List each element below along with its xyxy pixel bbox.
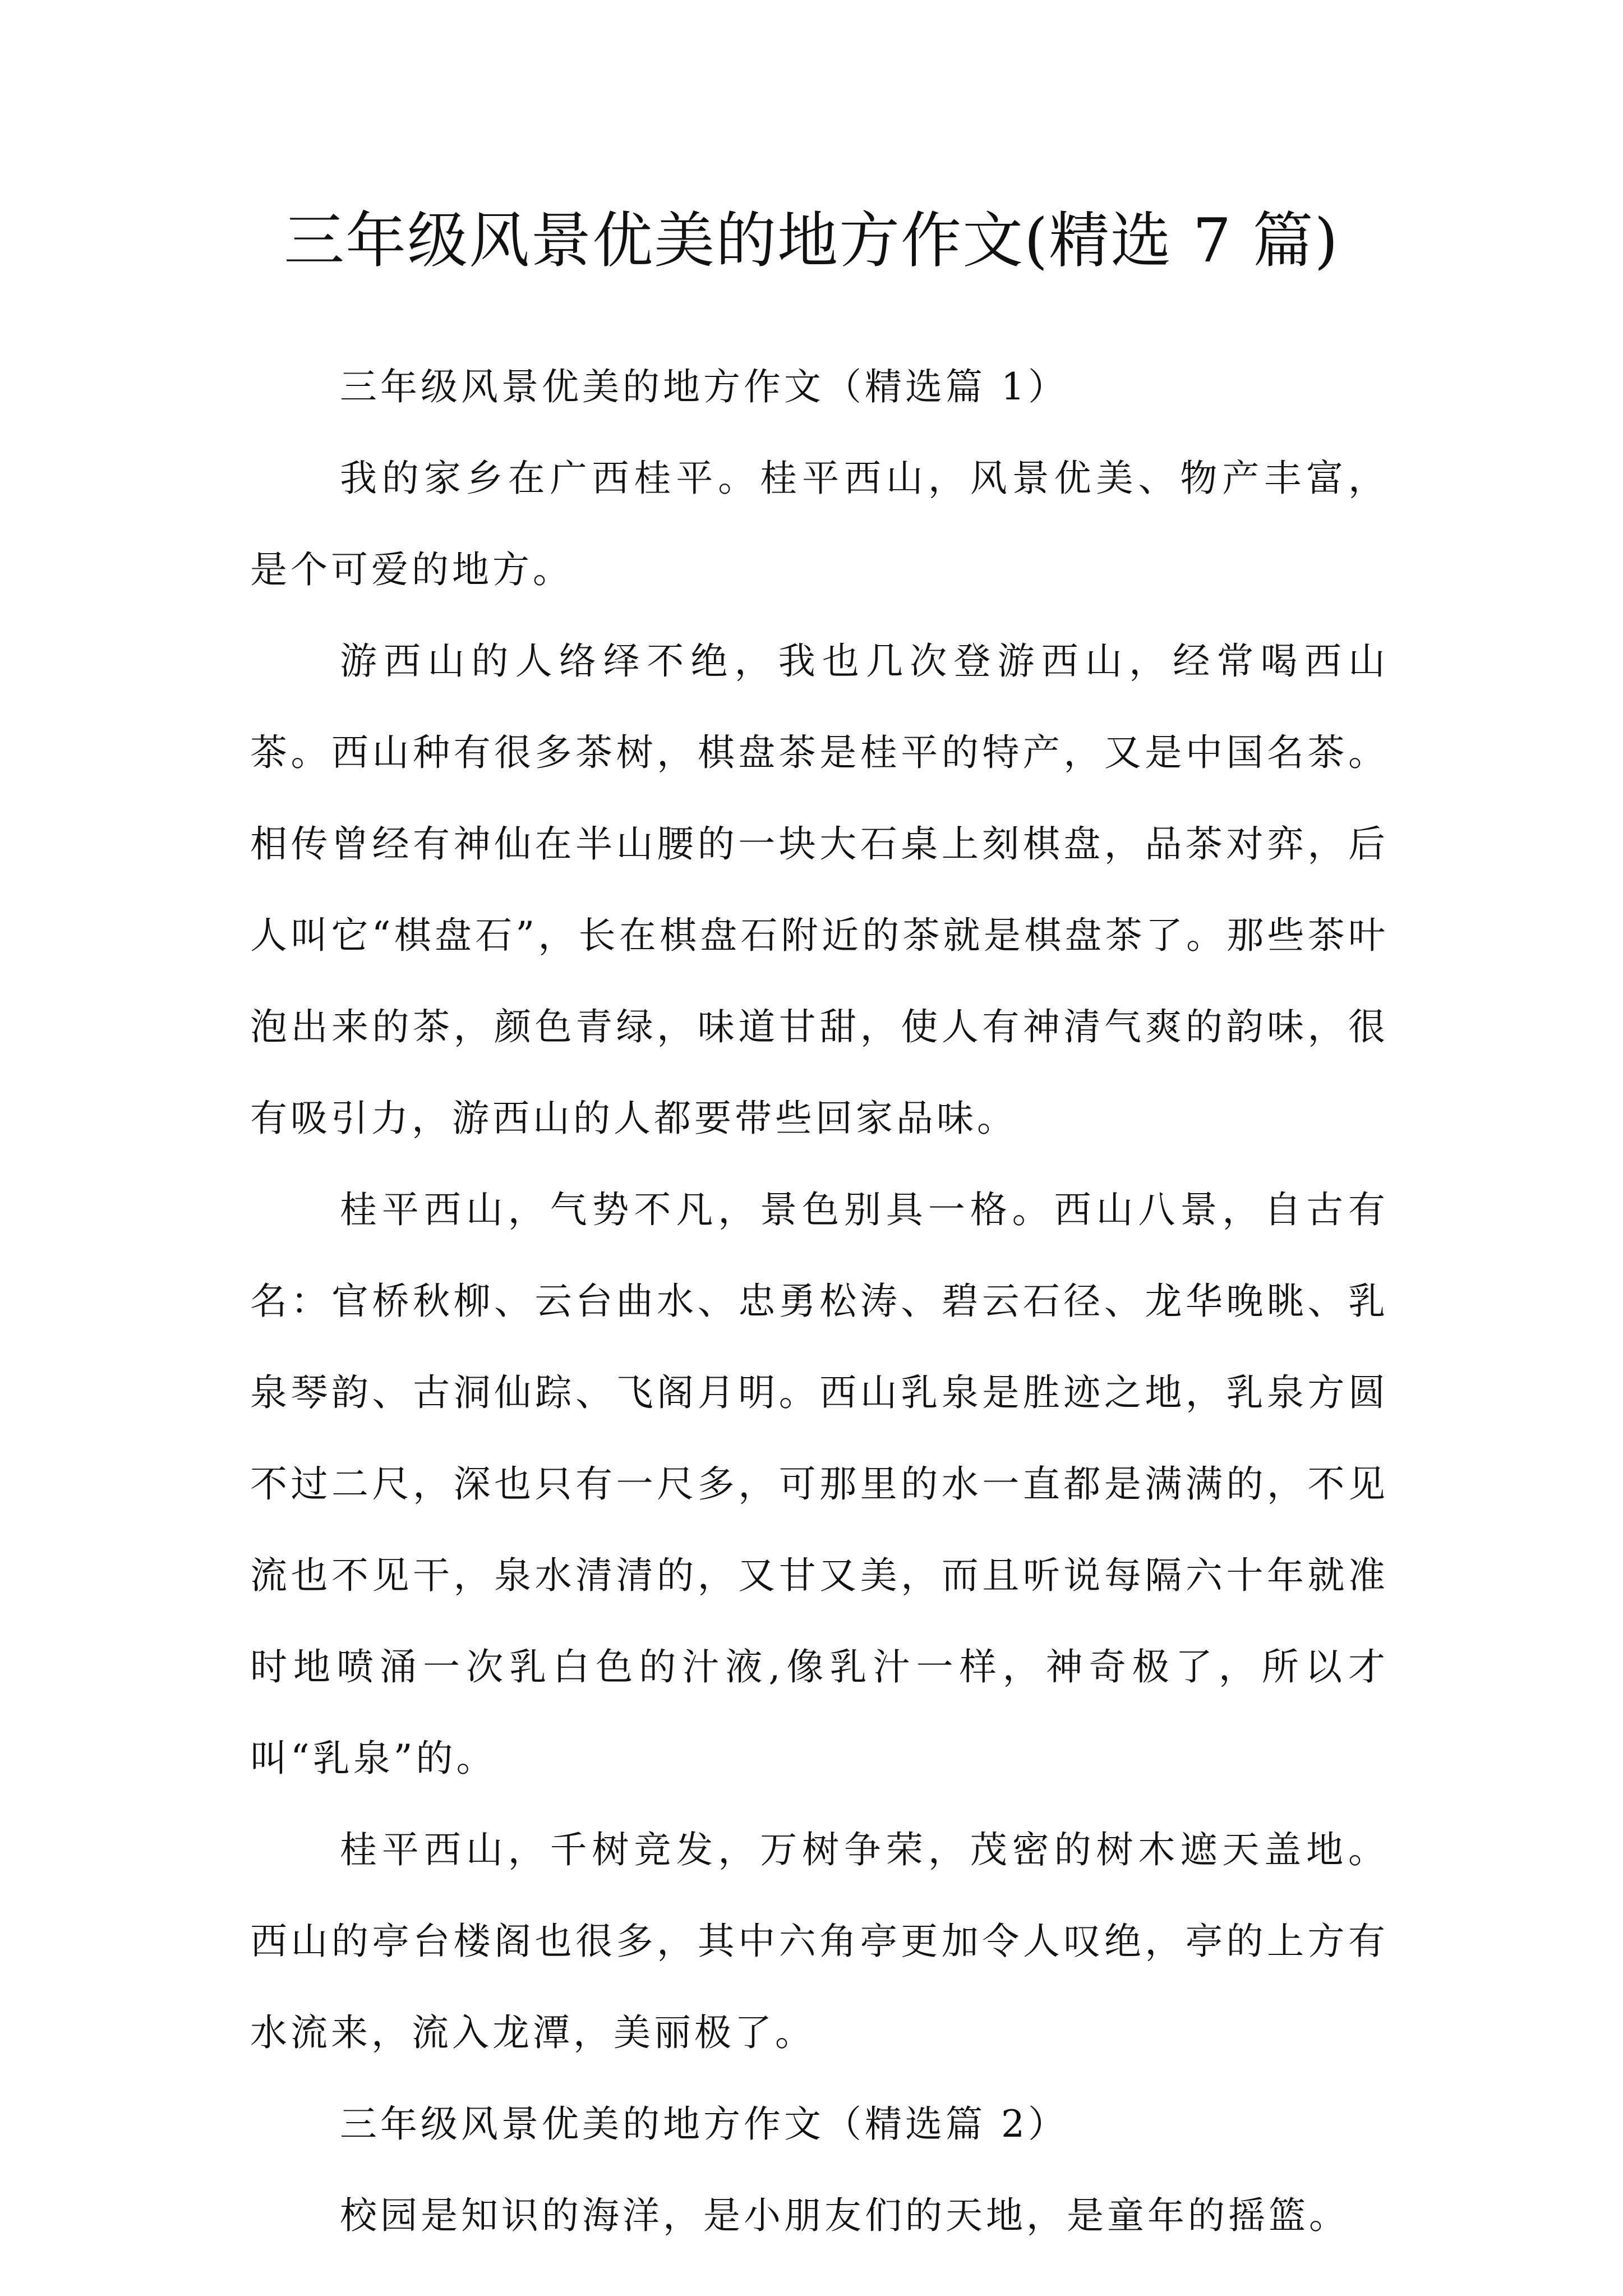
section-heading-1: 三年级风景优美的地方作文（精选篇 1） (340, 365, 1068, 408)
paragraph-5: 校园是知识的海洋，是小朋友们的天地，是童年的摇篮。 (340, 2194, 1349, 2237)
paragraph-3: 桂平西山，气势不凡，景色别具一格。西山八景，自古有名：官桥秋柳、云台曲水、忠勇松涛、碧云石径、龙华晚眺、乳泉琴韵、古洞仙踪、飞阁月明。西山乳泉是胜迹之地，乳泉方圆不过二尺，深也只有一尺多，可那里的水一直都是满满的，不见流也不见干，泉水清清的，又甘又美，而且听说每隔六十年就准时地喷涌一次乳白色的汁液,像乳汁一样，神奇极了，所以才叫“乳泉”的。 (250, 1188, 1389, 1780)
paragraph-4: 桂平西山，千树竞发，万树争荣，茂密的树木遮天盖地。西山的亭台楼阁也很多，其中六角亭更加令人叹绝，亭的上方有水流来，流入龙潭，美丽极了。 (250, 1828, 1389, 2054)
paragraph-2: 游西山的人络绎不绝，我也几次登游西山，经常喝西山茶。西山种有很多茶树，棋盘茶是桂平的特产，又是中国名茶。相传曾经有神仙在半山腰的一块大石桌上刻棋盘，品茶对弈，后人叫它“棋盘石”，长在棋盘石附近的茶就是棋盘茶了。那些茶叶泡出来的茶，颜色青绿，味道甘甜，使人有神清气爽的韵味，很有吸引力，游西山的人都要带些回家品味。 (250, 639, 1389, 1140)
paragraph-1: 我的家乡在广西桂平。桂平西山，风景优美、物产丰富，是个可爱的地方。 (250, 457, 1389, 591)
section-heading-2: 三年级风景优美的地方作文（精选篇 2） (340, 2102, 1068, 2146)
document-body (250, 341, 1389, 2261)
document-title: 三年级风景优美的地方作文(精选 7 篇) (284, 206, 1339, 276)
